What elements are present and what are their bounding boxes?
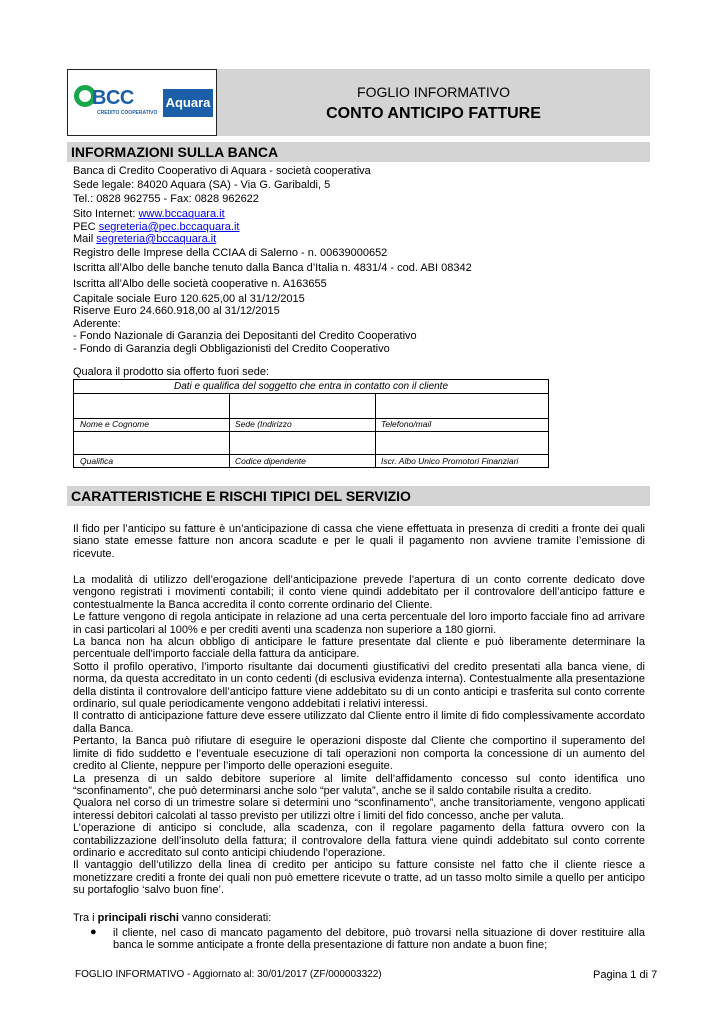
risk-item: il cliente, nel caso di mancato pagamento del debitore, può trovarsi nella situazione di dover restituire alla banca le somme anticipate a fronte della presentazione di fatture non andate a buon fine; xyxy=(113,927,645,952)
risks-intro-pre: Tra i xyxy=(73,912,98,924)
registro-imprese: Registro delle Imprese della CCIAA di Salerno - n. 00639000652 xyxy=(73,247,388,259)
mail-line xyxy=(73,233,216,246)
website-link[interactable]: www.bccaquara.it xyxy=(138,208,225,220)
paragraph: Il contratto di anticipazione fatture deve essere utilizzato dal Cliente entro il limite di fido complessivamente accordato dalla Banca. xyxy=(73,710,645,735)
paragraph: La modalità di utilizzo dell’erogazione dell’anticipazione prevede l’apertura di un conto corrente dedicato dove vengono registrati i movimenti contabili; il conto viene quindi addebitato per il controvalore dell’anticipo fatture e contestualmente la Banca accredita il conto corrente ordinario del Cliente. xyxy=(73,574,645,611)
table-divider xyxy=(74,431,548,432)
table-column-divider xyxy=(229,393,230,467)
bullet-icon: ● xyxy=(90,926,97,938)
albo-banche: Iscritta all’Albo delle banche tenuto dalla Banca d’Italia n. 4831/4 - cod. ABI 08342 xyxy=(73,262,472,274)
mail-label: Mail xyxy=(73,233,97,245)
paragraph: Sotto il profilo operativo, l’importo risultante dai documenti giustificativi del credito presentati alla banca viene, di norma, da questa accreditato in un conto cedenti (di esclusiva evidenza interna). Contestualmente alla presentazione della distinta il controvalore dell’anticipo fatture viene addebitato su di un conto anticipi e trasferita sul conto corrente ordinario, sul quale periodicamente vengono addebitati i relativi interessi. xyxy=(73,660,645,711)
table-cell-sede: Sede (Indirizzo xyxy=(235,419,292,429)
logo-bcc-text: BCC xyxy=(92,87,134,109)
table-cell-iscrizione: Iscr. Albo Unico Promotori Finanziari xyxy=(381,456,519,466)
paragraph: Qualora nel corso di un trimestre solare si determini uno “sconfinamento”, anche transitoriamente, vengono applicati interessi debitori calcolati al tasso previsto per utilizzi oltre i limiti del fido concesso, anche per valuta. xyxy=(73,797,645,822)
bank-address: Sede legale: 84020 Aquara (SA) - Via G. Garibaldi, 5 xyxy=(73,179,331,191)
website-label: Sito Internet: xyxy=(73,208,139,220)
aderente-label: Aderente: xyxy=(73,318,121,330)
risks-intro-bold: principali rischi xyxy=(97,912,179,924)
intro-text: Il fido per l’anticipo su fatture è un’anticipazione di cassa che viene effettuata in presenza di crediti a fronte dei quali siano state emesse fatture non ancora scadute e per le quali il pagamento non avviene tramite l’emissione di ricevute. xyxy=(73,523,645,560)
mail-link[interactable]: segreteria@bccaquara.it xyxy=(96,233,217,245)
paragraph: La presenza di un saldo debitore superiore al limite dell’affidamento concesso sul conto identifica uno “sconfinamento”, che può determinarsi anche solo “per valuta”, anche se il saldo contabile risulta a credito. xyxy=(73,772,645,797)
table-divider xyxy=(74,454,548,455)
paragraph: Le fatture vengono di regola anticipate in relazione ad una certa percentuale del loro importo facciale fino ad arrivare in casi particolari al 100% e per crediti aventi una scadenza non superiore a 180 giorni. xyxy=(73,611,645,636)
fondo-depositanti: - Fondo Nazionale di Garanzia dei Depositanti del Credito Cooperativo xyxy=(73,330,417,342)
website-line xyxy=(73,208,225,221)
page-number: Pagina 1 di 7 xyxy=(593,969,658,981)
pec-link[interactable]: segreteria@pec.bccaquara.it xyxy=(98,221,240,233)
paragraph: La banca non ha alcun obbligo di anticipare le fatture presentate dal cliente e può liberamente determinare la percentuale dell'importo facciale della fattura da anticipare. xyxy=(73,636,645,661)
intro-paragraph xyxy=(73,523,645,560)
riserve: Riserve Euro 24.660.918,00 al 31/12/2015 xyxy=(73,305,280,317)
section-title-bank-info: INFORMAZIONI SULLA BANCA xyxy=(67,142,650,162)
fuori-sede-table xyxy=(73,379,549,468)
fondo-obbligazionisti: - Fondo di Garanzia degli Obbligazionisti del Credito Cooperativo xyxy=(73,343,390,355)
table-cell-codice: Codice dipendente xyxy=(235,456,306,466)
document-title: CONTO ANTICIPO FATTURE xyxy=(326,105,541,122)
table-header: Dati e qualifica del soggetto che entra in contatto con il cliente xyxy=(74,380,548,394)
risks-intro-post: vanno considerati: xyxy=(178,912,272,924)
section-title-characteristics: CARATTERISTICHE E RISCHI TIPICI DEL SERVIZIO xyxy=(67,486,650,506)
risks-intro xyxy=(73,912,645,924)
paragraph: Pertanto, la Banca può rifiutare di eseguire le operazioni disposte dal Cliente che comportino il superamento del limite di fido suddetto e l’eventuale esecuzione di tali operazioni non comporta la concessione di un aumento del credito al Cliente, neppure per l’importo delle operazioni eseguite. xyxy=(73,735,645,773)
paragraph: Il vantaggio dell’utilizzo della linea di credito per anticipo su fatture consiste nel fatto che il cliente riesce a monetizzare crediti a fronte dei quali non può emettere ricevute o tratte, ad un tasso molto simile a quello per anticipo su portafoglio ‘salvo buon fine’. xyxy=(73,859,645,897)
albo-cooperative: Iscritta all’Albo delle società cooperative n. A163655 xyxy=(73,278,327,290)
bank-phone: Tel.: 0828 962755 - Fax: 0828 962622 xyxy=(73,193,259,205)
logo-aquara-text: Aquara xyxy=(163,89,213,117)
table-cell-telefono: Telefono/mail xyxy=(381,419,432,429)
logo-bcc-subtitle: CREDITO COOPERATIVO xyxy=(97,110,158,116)
paragraph: L’operazione di anticipo si conclude, alla scadenza, con il regolare pagamento della fattura ovvero con la contabilizzazione dell’insoluto della fattura; il controvalore della fattura viene quindi addebitato sul conto corrente ordinario e accreditato sul conto anticipi chiudendo l’operazione. xyxy=(73,822,645,859)
bank-name: Banca di Credito Cooperativo di Aquara - società cooperativa xyxy=(73,165,371,177)
description-block xyxy=(73,574,645,897)
bank-logo xyxy=(67,69,217,136)
pec-label: PEC xyxy=(73,221,99,233)
table-cell-nome: Nome e Cognome xyxy=(80,419,149,429)
capitale-sociale: Capitale sociale Euro 120.625,00 al 31/12/2015 xyxy=(73,293,305,305)
header-subtitle: FOGLIO INFORMATIVO xyxy=(357,84,510,100)
table-cell-qualifica: Qualifica xyxy=(80,456,114,466)
footer-document-info: FOGLIO INFORMATIVO - Aggiornato al: 30/01/2017 (ZF/000003322) xyxy=(75,969,382,980)
document-header xyxy=(217,69,650,136)
fuori-sede-label: Qualora il prodotto sia offerto fuori sede: xyxy=(73,366,270,378)
table-column-divider xyxy=(375,393,376,467)
